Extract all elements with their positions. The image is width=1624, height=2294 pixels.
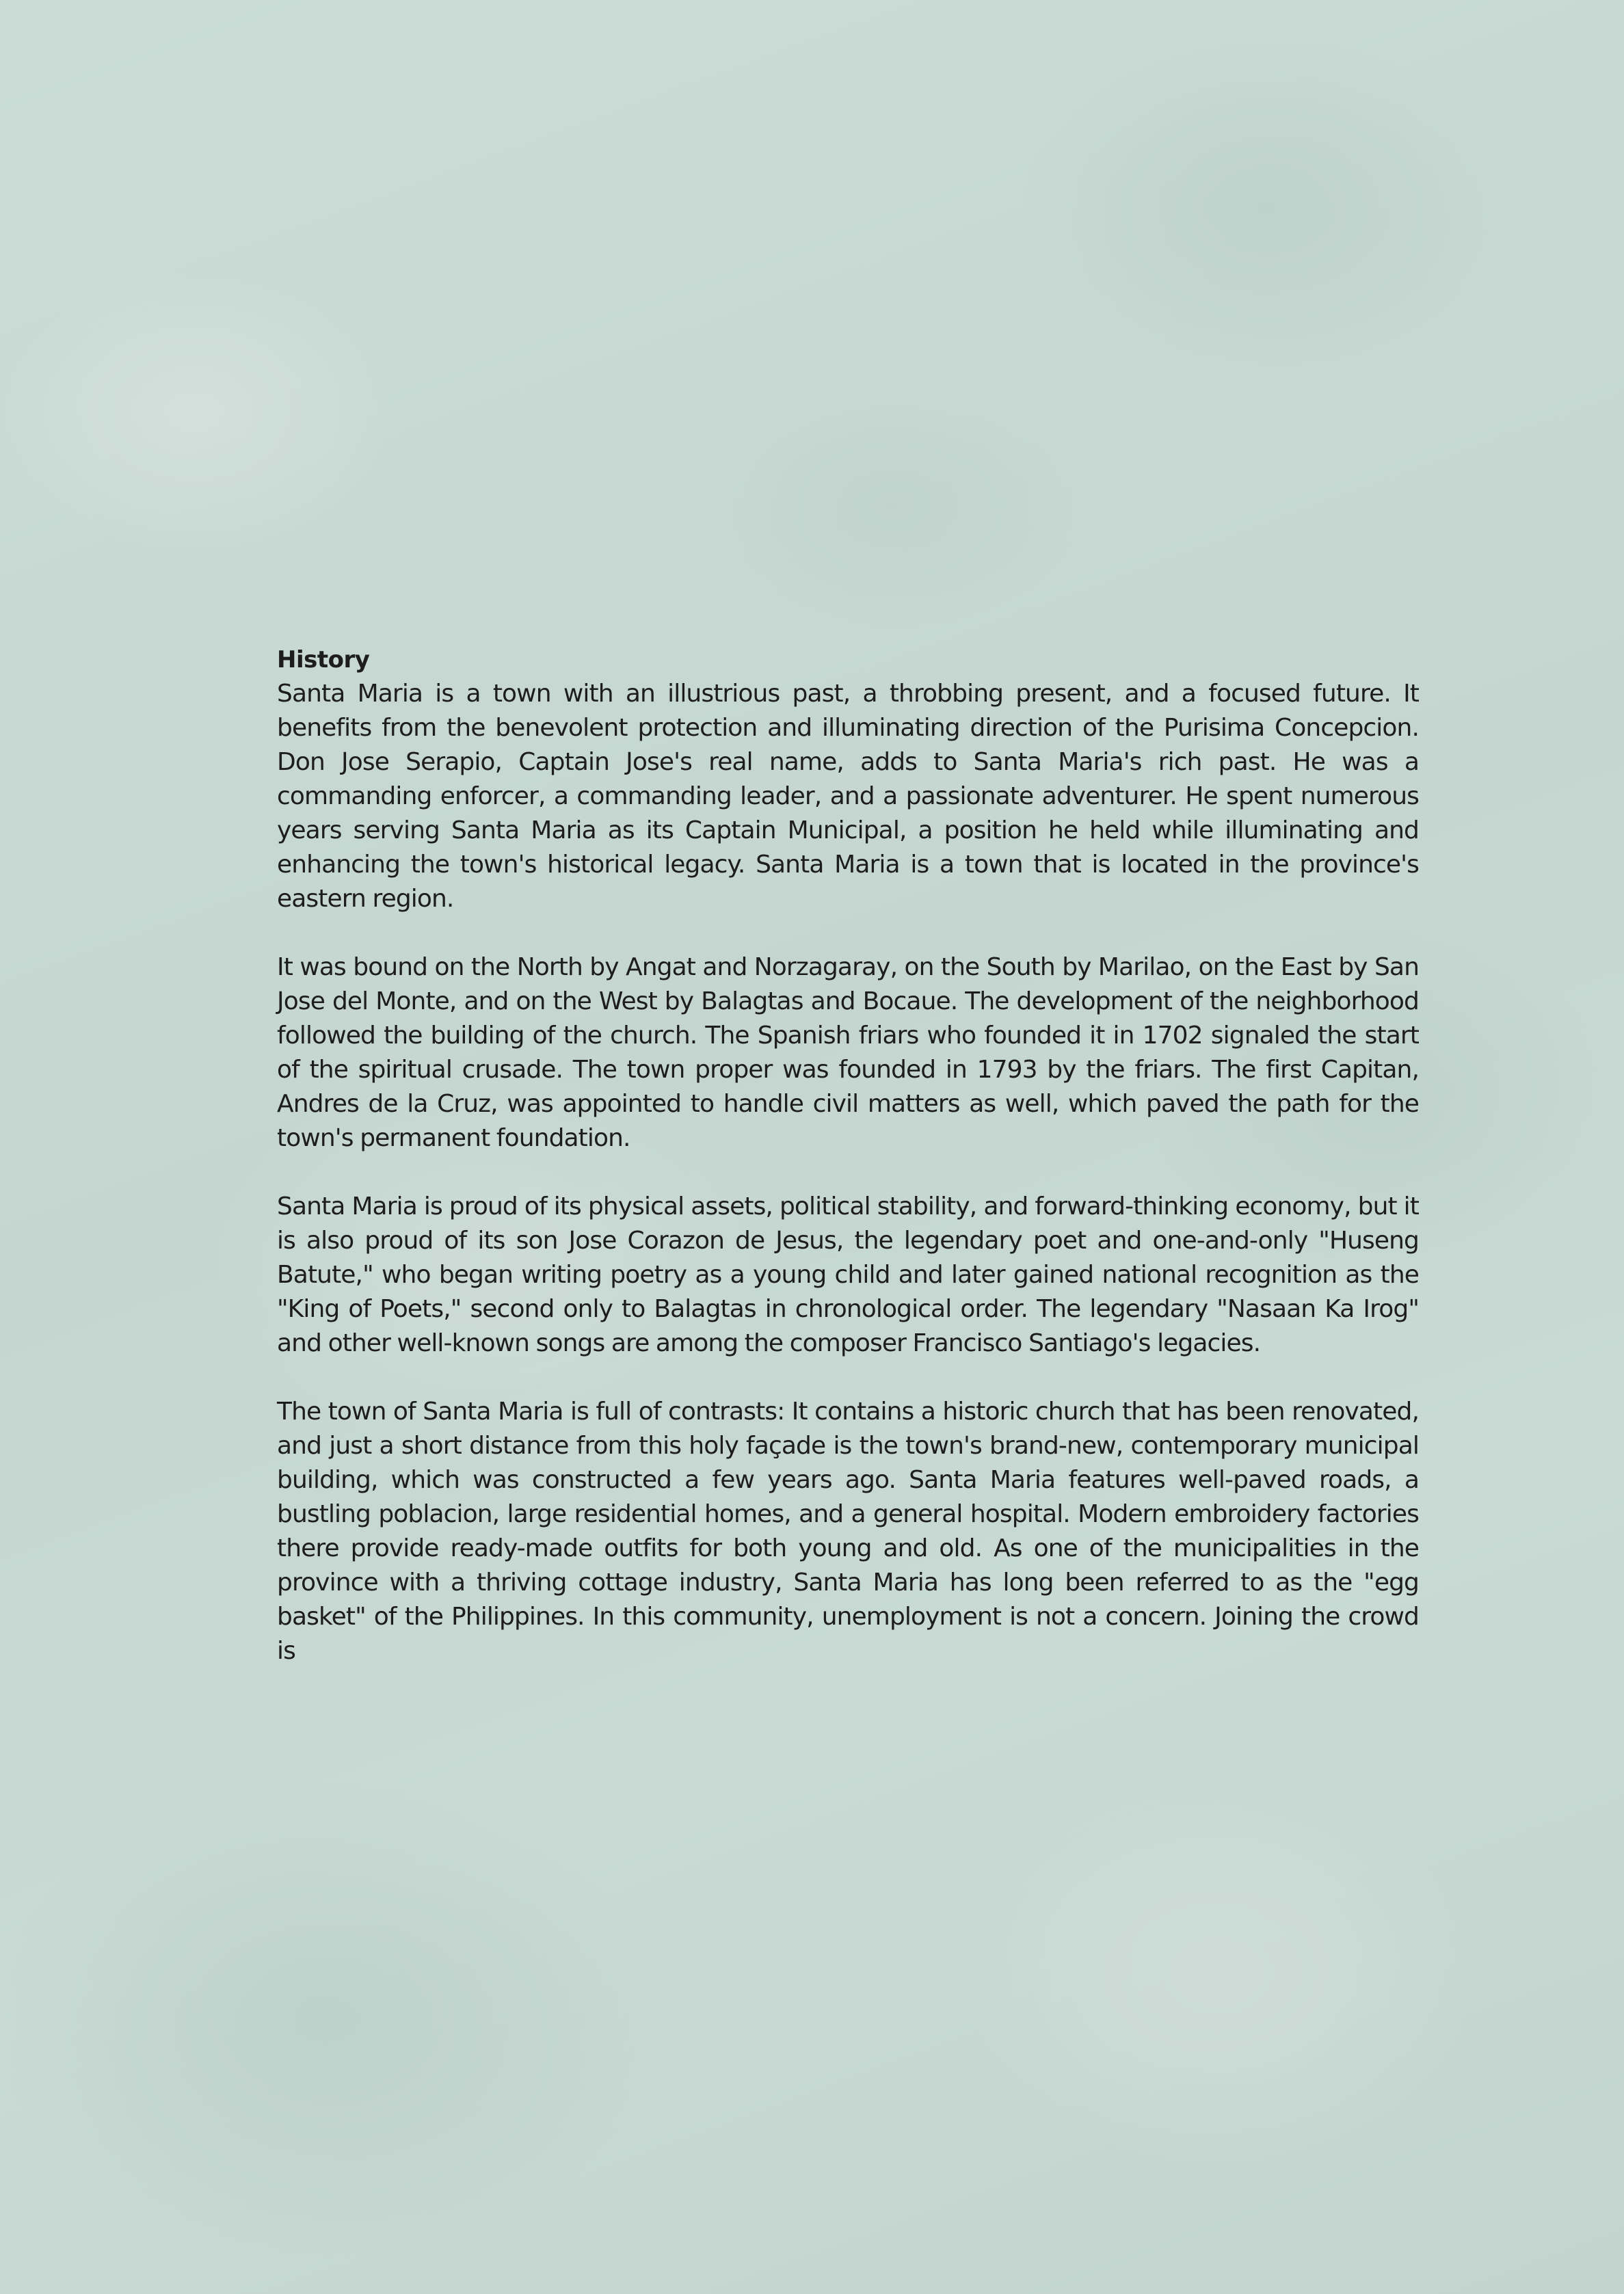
history-paragraph-4: The town of Santa Maria is full of contrasts: It contains a historic church that has been renovated, and just a short distance from this holy façade is the town's brand-new, contemporary municipal building, which was constructed a few years ago. Santa Maria features well-paved roads, a bustling poblacion, large residential homes, and a general hospital. Modern embroidery factories there provide ready-made outfits for both young and old. As one of the municipalities in the province with a thriving cottage industry, Santa Maria has long been referred to as the "egg basket" of the Philippines. In this community, unemployment is not a concern. Joining the crowd is bbox=[277, 1398, 1419, 1665]
history-paragraph-1: Santa Maria is a town with an illustrious past, a throbbing present, and a focused future. It benefits from the benevolent protection and illuminating direction of the Purisima Concepcion. Don Jose Serapio, Captain Jose's real name, adds to Santa Maria's rich past. He was a commanding enforcer, a commanding leader, and a passionate adventurer. He spent numerous years serving Santa Maria as its Captain Municipal, a position he held while illuminating and enhancing the town's historical legacy. Santa Maria is a town that is located in the province's eastern region. bbox=[277, 680, 1419, 913]
history-paragraph-2: It was bound on the North by Angat and Norzagaray, on the South by Marilao, on the East by San Jose del Monte, and on the West by Balagtas and Bocaue. The development of the neighborhood followed the building of the church. The Spanish friars who founded it in 1702 signaled the start of the spiritual crusade. The town proper was founded in 1793 by the friars. The first Capitan, Andres de la Cruz, was appointed to handle civil matters as well, which paved the path for the town's permanent foundation. bbox=[277, 953, 1419, 1152]
history-paragraph-3: Santa Maria is proud of its physical assets, political stability, and forward-thinking economy, but it is also proud of its son Jose Corazon de Jesus, the legendary poet and one-and-only "Huseng Batute," who began writing poetry as a young child and later gained national recognition as the "King of Poets," second only to Balagtas in chronological order. The legendary "Nasaan Ka Irog" and other well-known songs are among the composer Francisco Santiago's legacies. bbox=[277, 1192, 1419, 1357]
section-heading: History bbox=[277, 646, 370, 673]
history-article bbox=[277, 643, 1419, 1668]
